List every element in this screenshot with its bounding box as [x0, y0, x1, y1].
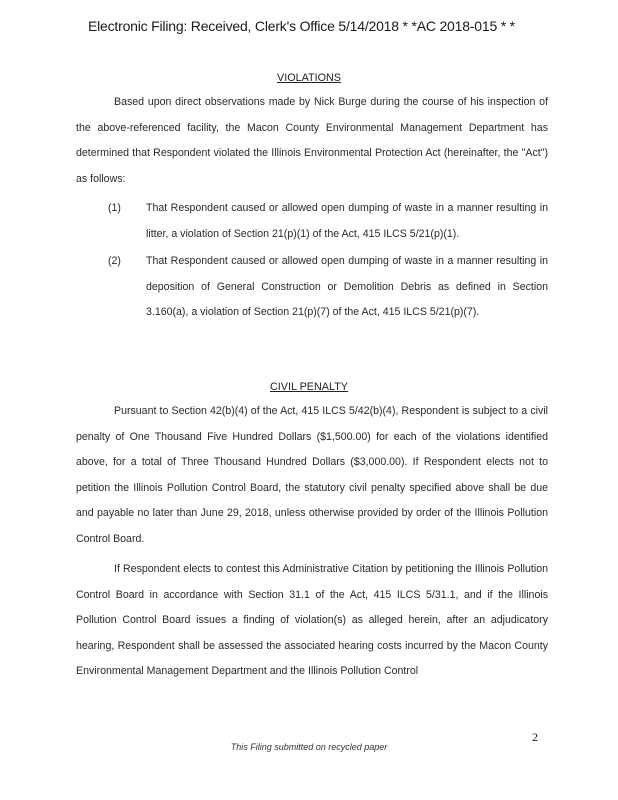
violation-item-number: (1)	[108, 202, 121, 214]
filing-stamp-header: Electronic Filing: Received, Clerk's Office 5/14/2018 * *AC 2018-015 * *	[88, 18, 515, 34]
civil-penalty-paragraph-2: If Respondent elects to contest this Administrative Citation by petitioning the Illinois Pollution Control Board in accordance with Section 31.1 of the Act, 415 ILCS 5/31.1, and if the Illinois Pollution Control Board issues a finding of violation(s) as alleged herein, after an adjudicatory hearing, Respondent shall be assessed the associated hearing costs incurred by the Macon County Environmental Management Department and the Illinois Pollution Control	[76, 563, 548, 677]
violations-intro-paragraph: Based upon direct observations made by Nick Burge during the course of his inspection of the above-referenced facility, the Macon County Environmental Management Department has determined that Respondent violated the Illinois Environmental Protection Act (hereinafter, the "Act") as follows:	[76, 96, 548, 185]
civil-penalty-paragraph-1: Pursuant to Section 42(b)(4) of the Act, 415 ILCS 5/42(b)(4), Respondent is subject to a civil penalty of One Thousand Five Hundred Dollars ($1,500.00) for each of the violations identified above, for a total of Three Thousand Hundred Dollars ($3,000.00). If Respondent elects not to petition the Illinois Pollution Control Board, the statutory civil penalty specified above shall be due and payable no later than June 29, 2018, unless otherwise provided by order of the Illinois Pollution Control Board.	[76, 405, 548, 545]
page-number: 2	[532, 730, 538, 744]
violation-item-text: That Respondent caused or allowed open dumping of waste in a manner resulting in litter, a violation of Section 21(p)(1) of the Act, 415 ILCS 5/21(p)(1).	[146, 202, 548, 240]
violations-heading: VIOLATIONS	[277, 72, 341, 84]
recycled-paper-footer: This Filing submitted on recycled paper	[230, 742, 388, 752]
violation-item-text: That Respondent caused or allowed open dumping of waste in a manner resulting in deposition of General Construction or Demolition Debris as defined in Section 3.160(a), a violation of Section 21(p)(7) of the Act, 415 ILCS 5/21(p)(7).	[146, 255, 548, 318]
civil-penalty-heading: CIVIL PENALTY	[269, 381, 348, 393]
violation-item-number: (2)	[108, 255, 121, 267]
